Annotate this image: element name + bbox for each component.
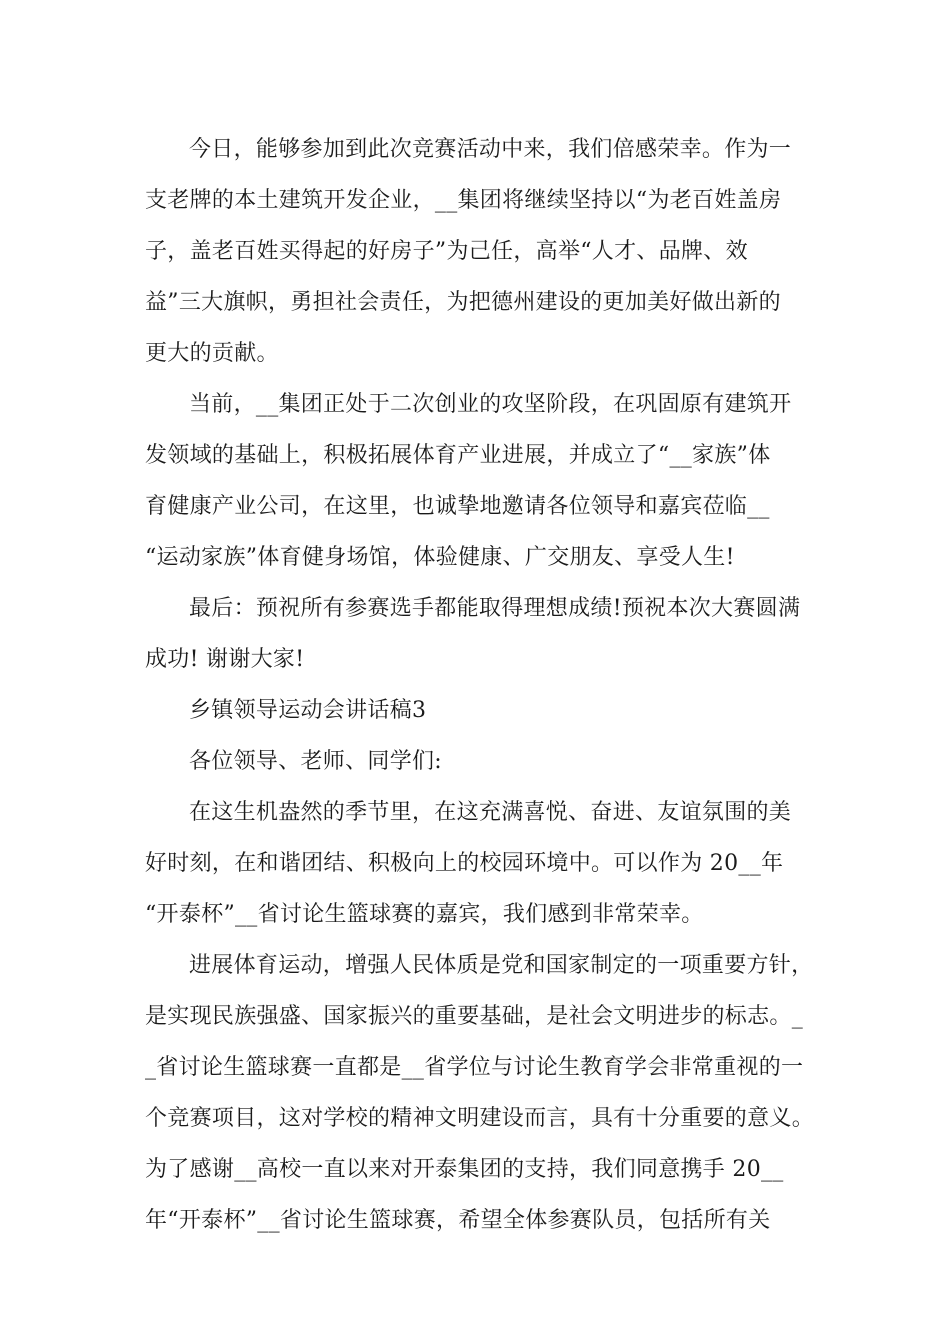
text-line: 当前，__集团正处于二次创业的攻坚阶段，在巩固原有建筑开 xyxy=(189,392,792,417)
document-body xyxy=(145,124,825,1246)
text-line: “运动家族”体育健身场馆，体验健康、广交朋友、享受人生! xyxy=(145,545,735,570)
section-heading: 乡镇领导运动会讲话稿3 xyxy=(189,698,427,723)
text-line: 进展体育运动，增强人民体质是党和国家制定的一项重要方针， xyxy=(189,953,814,978)
text-line: 成功! 谢谢大家! xyxy=(145,647,305,672)
text-line: _省讨论生篮球赛一直都是__省学位与讨论生教育学会非常重视的一 xyxy=(145,1055,804,1080)
text-line: 益”三大旗帜，勇担社会责任，为把德州建设的更加美好做出新的 xyxy=(145,290,781,315)
text-line: 是实现民族强盛、国家振兴的重要基础，是社会文明进步的标志。_ xyxy=(145,1004,804,1029)
text-line: 为了感谢__高校一直以来对开泰集团的支持，我们同意携手 20__ xyxy=(145,1157,784,1182)
text-line: 最后：预祝所有参赛选手都能取得理想成绩!预祝本次大赛圆满 xyxy=(189,596,801,621)
text-line: 子，盖老百姓买得起的好房子”为己任，高举“人才、品牌、效 xyxy=(145,239,748,264)
text-line: 育健康产业公司，在这里，也诚挚地邀请各位领导和嘉宾莅临__ xyxy=(145,494,770,519)
text-line: 年“开泰杯”__省讨论生篮球赛，希望全体参赛队员，包括所有关 xyxy=(145,1208,771,1233)
text-line: “开泰杯”__省讨论生篮球赛的嘉宾，我们感到非常荣幸。 xyxy=(145,902,704,927)
text-line: 更大的贡献。 xyxy=(145,341,279,366)
text-line: 今日，能够参加到此次竞赛活动中来，我们倍感荣幸。作为一 xyxy=(189,137,792,162)
text-line: 个竞赛项目，这对学校的精神文明建设而言，具有十分重要的意义。 xyxy=(145,1106,815,1131)
salutation: 各位领导、老师、同学们: xyxy=(189,749,443,774)
text-line: 好时刻，在和谐团结、积极向上的校园环境中。可以作为 20__年 xyxy=(145,851,784,876)
text-line: 在这生机盎然的季节里，在这充满喜悦、奋进、友谊氛围的美 xyxy=(189,800,792,825)
text-line: 支老牌的本土建筑开发企业，__集团将继续坚持以“为老百姓盖房 xyxy=(145,188,782,213)
text-line: 发领域的基础上，积极拓展体育产业进展，并成立了“__家族”体 xyxy=(145,443,771,468)
